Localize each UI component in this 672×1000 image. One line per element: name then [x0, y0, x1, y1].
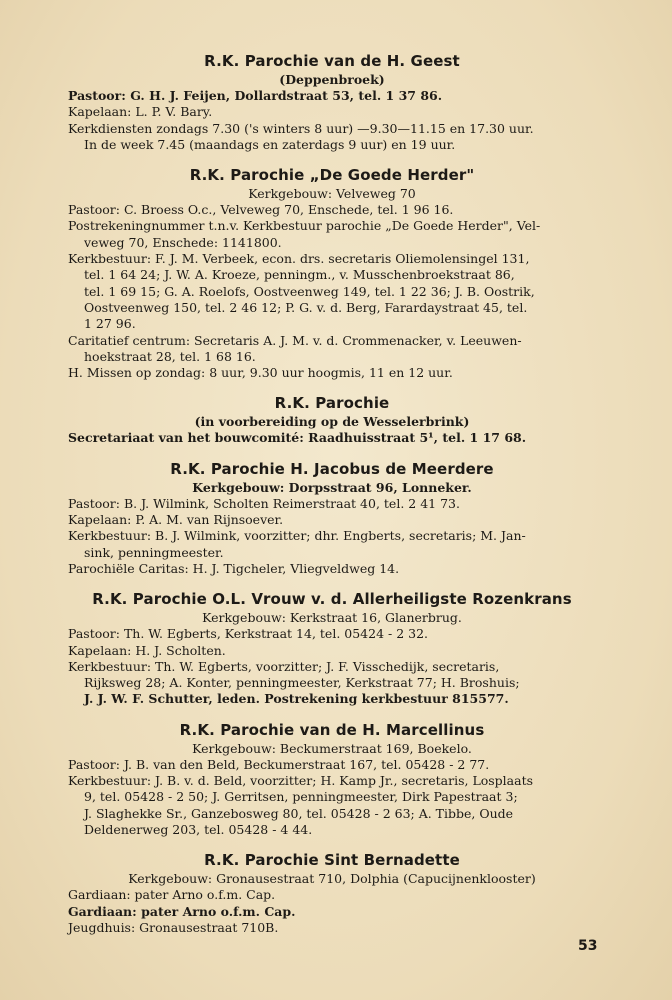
- pastoor-line: Pastoor: B. J. Wilmink, Scholten Reimerstraat 40, tel. 2 41 73.: [68, 495, 460, 511]
- pastoor-line: Pastoor: C. Broess O.c., Velveweg 70, Enschede, tel. 1 96 16.: [68, 202, 454, 218]
- kerkbestuur-line: Kerkbestuur: F. J. M. Verbeek, econ. drs. secretaris Oliemolensingel 131,: [68, 251, 530, 267]
- section-h-geest: [68, 51, 596, 153]
- kerkbestuur-line: Rijksweg 28; A. Konter, penningmeester, Kerkstraat 77; H. Broshuis;: [84, 675, 520, 691]
- kerkbestuur-line: Kerkbestuur: Th. W. Egberts, voorzitter; J. F. Visschedijk, secretaris,: [68, 658, 500, 674]
- pastoor-line: Pastoor: Th. W. Egberts, Kerkstraat 14, tel. 05424 - 2 32.: [68, 626, 429, 642]
- kerkbestuur-line: sink, penningmeester.: [84, 544, 224, 560]
- secretariaat-line: Secretariaat van het bouwcomité: Raadhuisstraat 5¹, tel. 1 17 68.: [68, 430, 527, 446]
- kerkbestuur-line: Kerkbestuur: B. J. Wilmink, voorzitter; dhr. Engberts, secretaris; M. Jan-: [68, 528, 526, 544]
- kerkbestuur-line: J. Slaghekke Sr., Ganzebosweg 80, tel. 05428 - 2 63; A. Tibbe, Oude: [84, 805, 514, 821]
- kerkdiensten-line: Kerkdiensten zondags 7.30 ('s winters 8 uur) —9.30—11.15 en 17.30 uur.: [68, 120, 534, 136]
- section-rozenkrans: [68, 589, 596, 707]
- kapelaan-line: Kapelaan: L. P. V. Bary.: [68, 104, 213, 120]
- caritas-line: Parochiële Caritas: H. J. Tigcheler, Vliegveldweg 14.: [68, 560, 400, 576]
- pastoor-line: Pastoor: G. H. J. Feijen, Dollardstraat 53, tel. 1 37 86.: [68, 88, 443, 103]
- section-title: R.K. Parochie „De Goede Herder": [189, 166, 475, 185]
- gardiaan-line: Gardiaan: pater Arno o.f.m. Cap.: [68, 887, 276, 903]
- gardiaan-line: Gardiaan: pater Arno o.f.m. Cap.: [68, 903, 296, 919]
- jeugdhuis-line: Jeugdhuis: Gronausestraat 710B.: [68, 919, 279, 935]
- section-wesselerbrink: [68, 393, 596, 446]
- caritatief-line: hoekstraat 28, tel. 1 68 16.: [84, 348, 256, 364]
- kerkbestuur-line: tel. 1 69 15; G. A. Roelofs, Oostveenweg 149, tel. 1 22 36; J. B. Oostrik,: [84, 283, 535, 299]
- section-title: R.K. Parochie Sint Bernadette: [204, 851, 460, 870]
- postrekening-line: Postrekeningnummer t.n.v. Kerkbestuur parochie „De Goede Herder", Vel-: [68, 218, 541, 234]
- section-goede-herder: [68, 165, 596, 381]
- section-jacobus: [68, 459, 596, 577]
- postrekening-line: veweg 70, Enschede: 1141800.: [84, 234, 282, 250]
- section-subtitle: Kerkgebouw: Dorpsstraat 96, Lonneker.: [192, 479, 472, 495]
- kerkbestuur-line: J. J. W. F. Schutter, leden. Postrekening kerkbestuur 815577.: [84, 691, 509, 707]
- kerkbestuur-line: Deldenerweg 203, tel. 05428 - 4 44.: [84, 821, 313, 837]
- section-title: R.K. Parochie H. Jacobus de Meerdere: [170, 459, 494, 478]
- page-number: 53: [578, 938, 598, 954]
- section-subtitle: Kerkgebouw: Kerkstraat 16, Glanerbrug.: [202, 610, 462, 626]
- page-content: [68, 50, 596, 936]
- kerkbestuur-line: 1 27 96.: [84, 316, 136, 332]
- section-sint-bernadette: [68, 850, 596, 936]
- section-subtitle: (in voorbereiding op de Wesselerbrink): [194, 414, 470, 430]
- section-subtitle: Kerkgebouw: Gronausestraat 710, Dolphia (Capucijnenklooster): [128, 871, 536, 887]
- kapelaan-line: Kapelaan: H. J. Scholten.: [68, 642, 226, 658]
- section-subtitle: Kerkgebouw: Velveweg 70: [248, 186, 416, 202]
- kerkbestuur-line: Kerkbestuur: J. B. v. d. Beld, voorzitter; H. Kamp Jr., secretaris, Losplaats: [68, 773, 534, 789]
- section-title: R.K. Parochie O.L. Vrouw v. d. Allerheiligste Rozenkrans: [92, 590, 572, 609]
- section-marcellinus: [68, 720, 596, 838]
- kapelaan-line: Kapelaan: P. A. M. van Rijnsoever.: [68, 512, 284, 528]
- section-subtitle: Kerkgebouw: Beckumerstraat 169, Boekelo.: [192, 740, 472, 756]
- section-title: R.K. Parochie: [274, 394, 390, 413]
- section-subtitle: (Deppenbroek): [279, 72, 385, 87]
- kerkbestuur-line: 9, tel. 05428 - 2 50; J. Gerritsen, penningmeester, Dirk Papestraat 3;: [84, 789, 518, 805]
- caritatief-line: Caritatief centrum: Secretaris A. J. M. v. d. Crommenacker, v. Leeuwen-: [68, 332, 522, 348]
- section-title: R.K. Parochie van de H. Marcellinus: [179, 720, 485, 739]
- kerkbestuur-line: Oostveenweg 150, tel. 2 46 12; P. G. v. d. Berg, Farardaystraat 45, tel.: [84, 299, 528, 315]
- kerkdiensten-line: In de week 7.45 (maandags en zaterdags 9 uur) en 19 uur.: [84, 136, 456, 152]
- pastoor-line: Pastoor: J. B. van den Beld, Beckumerstraat 167, tel. 05428 - 2 77.: [68, 756, 490, 772]
- kerkbestuur-line: tel. 1 64 24; J. W. A. Kroeze, penningm., v. Musschenbroekstraat 86,: [84, 267, 515, 283]
- section-title: R.K. Parochie van de H. Geest: [204, 52, 460, 70]
- missen-line: H. Missen op zondag: 8 uur, 9.30 uur hoogmis, 11 en 12 uur.: [68, 365, 453, 381]
